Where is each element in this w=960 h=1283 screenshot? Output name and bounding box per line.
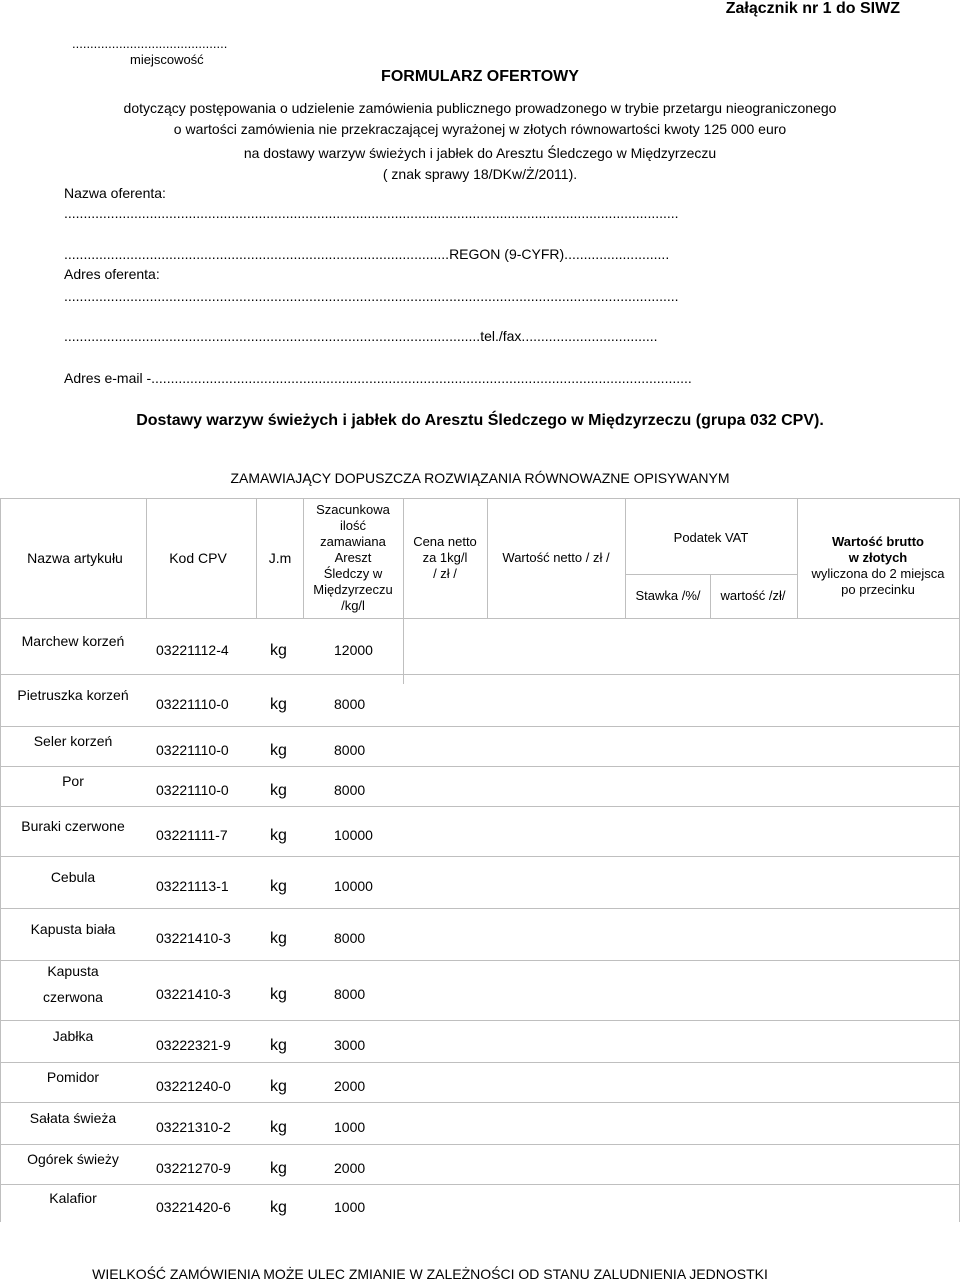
- row-name: Cebula: [50, 869, 96, 885]
- table-vline: [487, 498, 488, 618]
- row-unit: kg: [270, 1160, 287, 1177]
- row-name: Sałata świeża: [29, 1110, 117, 1126]
- equivalent-note: ZAMAWIAJĄCY DOPUSZCZA ROZWIĄZANIA RÓWNOWAZNE OPISYWANYM: [230, 470, 730, 486]
- row-quantity: 3000: [334, 1037, 366, 1053]
- row-name: Buraki czerwone: [21, 818, 125, 834]
- table-hline: [0, 1062, 960, 1063]
- row-name: Pomidor: [46, 1069, 100, 1085]
- subject-title: Dostawy warzyw świeżych i jabłek do Aresztu Śledczego w Międzyrzeczu (grupa 032 CPV).: [136, 412, 824, 429]
- row-cpv: 03221410-3: [156, 986, 231, 1002]
- row-unit: kg: [270, 696, 287, 713]
- table-vline: [625, 498, 626, 618]
- row-cpv: 03221110-0: [156, 696, 229, 712]
- row-name: Ogórek świeży: [27, 1151, 119, 1167]
- row-quantity: 12000: [334, 642, 373, 658]
- table-hline: [0, 908, 960, 909]
- header-vat-rate: Stawka /%/: [635, 588, 701, 603]
- row-quantity: 8000: [334, 782, 366, 798]
- row-quantity: 2000: [334, 1160, 366, 1176]
- row-cpv: 03221310-2: [156, 1119, 231, 1135]
- row-unit: kg: [270, 782, 287, 799]
- annex-label: Załącznik nr 1 do SIWZ: [725, 0, 900, 17]
- table-hline: [0, 618, 960, 619]
- place-label: miejscowość: [130, 52, 204, 67]
- table-vline: [146, 498, 147, 618]
- row-cpv: 03221110-0: [156, 742, 229, 758]
- table-hline: [0, 674, 960, 675]
- row-name: Por: [62, 773, 84, 789]
- table-hline: [0, 806, 960, 807]
- form-title: FORMULARZ OFERTOWY: [381, 68, 579, 85]
- table-hline: [0, 1102, 960, 1103]
- row-quantity: 8000: [334, 930, 366, 946]
- row-unit: kg: [270, 930, 287, 947]
- header-price: Cena netto za 1kg/l / zł /: [413, 534, 477, 581]
- header-unit: J.m: [268, 550, 292, 566]
- header-name: Nazwa artykułu: [27, 550, 123, 566]
- offeror-name-dots[interactable]: ..............................................................................................................................................................: [64, 205, 679, 221]
- footer-note: WIELKOŚĆ ZAMÓWIENIA MOŻE ULEC ZMIANIE W ZALEŻNOŚCI OD STANU ZALUDNIENIA JEDNOSTKI: [92, 1266, 768, 1282]
- row-quantity: 1000: [334, 1199, 366, 1215]
- row-name: Marchew korzeń: [21, 633, 125, 649]
- row-unit: kg: [270, 742, 287, 759]
- header-quantity: Szacunkowa ilość zamawiana Areszt Śledczy w Międzyrzeczu /kg/l: [313, 502, 393, 613]
- row-cpv: 03221111-7: [156, 827, 228, 843]
- row-unit: kg: [270, 1199, 287, 1216]
- table-vline: [0, 498, 1, 618]
- table-vline: [256, 498, 257, 618]
- table-hline: [0, 1184, 960, 1185]
- table-hline: [0, 766, 960, 767]
- row-quantity: 8000: [334, 696, 366, 712]
- table-hline: [0, 1144, 960, 1145]
- row-quantity: 8000: [334, 742, 366, 758]
- table-vline: [0, 618, 1, 1222]
- table-vline: [303, 498, 304, 618]
- row-name: Pietruszka korzeń: [17, 687, 129, 703]
- intro-line-4: ( znak sprawy 18/DKw/Ż/2011).: [382, 166, 578, 182]
- table-vline: [797, 498, 798, 618]
- header-vat: Podatek VAT: [673, 530, 749, 545]
- row-name: Seler korzeń: [33, 733, 113, 749]
- row-quantity: 10000: [334, 827, 373, 843]
- place-dots: ...........................................: [72, 36, 228, 51]
- row-cpv: 03221113-1: [156, 878, 229, 894]
- offeror-address-dots[interactable]: ..............................................................................................................................................................: [64, 288, 679, 304]
- row-name: Kapusta czerwona: [43, 963, 103, 1005]
- table-hline: [0, 1020, 960, 1021]
- header-gross: Wartość brutto w złotych wyliczona do 2 miejsca po przecinku: [811, 534, 945, 597]
- row-unit: kg: [270, 1119, 287, 1136]
- row-cpv: 03221240-0: [156, 1078, 231, 1094]
- row-quantity: 1000: [334, 1119, 366, 1135]
- row-name: Jabłka: [52, 1028, 94, 1044]
- offeror-address-label: Adres oferenta:: [64, 266, 160, 282]
- row-quantity: 8000: [334, 986, 366, 1002]
- table-hline: [625, 574, 797, 575]
- row-cpv: 03221112-4: [156, 642, 229, 658]
- intro-line-3: na dostawy warzyw świeżych i jabłek do Aresztu Śledczego w Międzyrzeczu: [243, 145, 717, 161]
- table-vline: [403, 618, 404, 684]
- offeror-name-label: Nazwa oferenta:: [64, 185, 166, 201]
- row-name: Kapusta biała: [30, 921, 116, 937]
- intro-line-2: o wartości zamówienia nie przekraczającej wyrażonej w złotych równowartości kwoty 125 000 euro: [173, 121, 787, 137]
- row-unit: kg: [270, 1078, 287, 1095]
- table-hline: [0, 498, 960, 499]
- row-cpv: 03221420-6: [156, 1199, 231, 1215]
- row-unit: kg: [270, 986, 287, 1003]
- header-vat-value: wartość /zł/: [720, 588, 786, 603]
- table-hline: [0, 726, 960, 727]
- row-quantity: 2000: [334, 1078, 366, 1094]
- intro-line-1: dotyczący postępowania o udzielenie zamówienia publicznego prowadzonego w trybie przetargu nieograniczonego: [123, 100, 837, 116]
- table-hline: [0, 960, 960, 961]
- email-line[interactable]: Adres e-mail -...........................................................................................................................................: [64, 370, 692, 386]
- row-cpv: 03221410-3: [156, 930, 231, 946]
- header-net-value: Wartość netto / zł /: [502, 550, 610, 565]
- table-vline: [403, 498, 404, 618]
- row-name: Kalafior: [49, 1190, 97, 1206]
- row-unit: kg: [270, 878, 287, 895]
- regon-line[interactable]: ...................................................................................................REGON (9-CYFR)...........................: [64, 246, 670, 262]
- row-quantity: 10000: [334, 878, 373, 894]
- row-cpv: 03221110-0: [156, 782, 229, 798]
- row-cpv: 03222321-9: [156, 1037, 231, 1053]
- header-cpv: Kod CPV: [169, 550, 227, 566]
- row-unit: kg: [270, 827, 287, 844]
- row-unit: kg: [270, 642, 287, 659]
- offer-table: [0, 498, 960, 1222]
- row-cpv: 03221270-9: [156, 1160, 231, 1176]
- row-unit: kg: [270, 1037, 287, 1054]
- telfax-line[interactable]: ...........................................................................................................tel./fax...................................: [64, 328, 658, 344]
- table-vline: [710, 574, 711, 618]
- table-hline: [0, 856, 960, 857]
